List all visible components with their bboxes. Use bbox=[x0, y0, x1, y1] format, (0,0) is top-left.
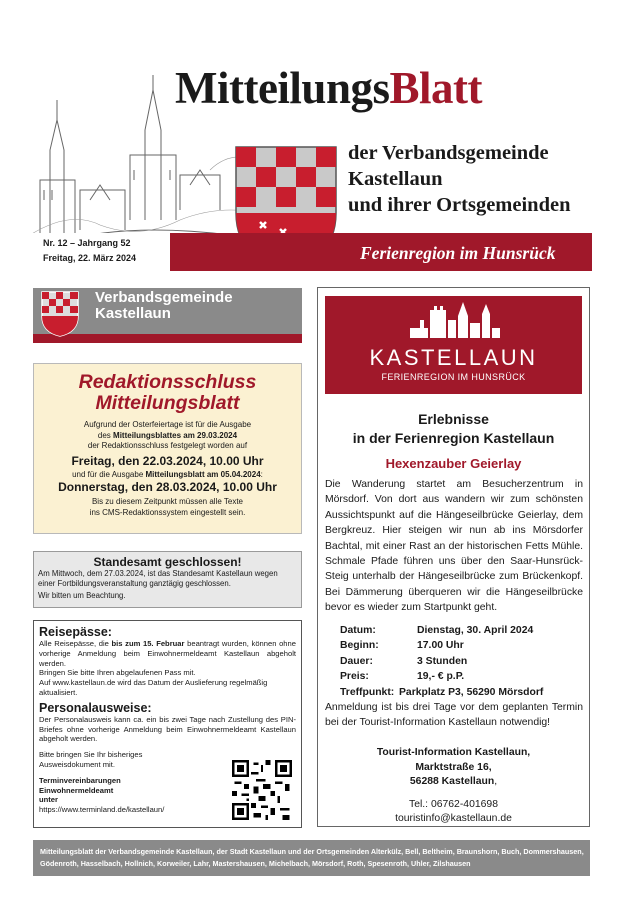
termin-label: Terminvereinbarungen Einwohnermeldeamt unter bbox=[39, 775, 121, 805]
vg-header-name: Verbandsgemeinde Kastellaun bbox=[95, 289, 233, 322]
reisepass-text-2: Bringen Sie bitte Ihren abgelaufenen Pass mit. bbox=[39, 668, 196, 678]
kastellaun-logo-wordmark: KASTELLAUN bbox=[369, 345, 538, 370]
personalausweis-text: Der Personalausweis kann ca. ein bis zwei Tage nach Zustellung des PIN-Briefes ohne vorherige Anmeldung beim Einwohnermeldeamt Kastellaun abgeholt werden. bbox=[39, 714, 296, 744]
standesamt-notice bbox=[33, 551, 302, 608]
termin-link[interactable]: https://www.terminland.de/kastellaun/ bbox=[39, 805, 165, 815]
footer-text: Mitteilungsblatt der Verbandsgemeinde Kastellaun, der Stadt Kastellaun und der Ortsgemeinden Alterkülz, Bell, Beltheim, Braunshorn, Buch, Dommershausen, Gödenroth, Hasselbach, Hollnich, Korweiler, Lahr, Mastershausen, Michelbach, Mörsdorf, Roth, Spesenroth, Uhler, Zilshausen bbox=[40, 847, 584, 868]
redaktion-text: und für die Ausgabe Mitteilungsblatt am 05.04.2024: bbox=[72, 469, 263, 479]
redaktion-text: der Redaktionsschluss festgelegt worden auf bbox=[87, 441, 248, 450]
masthead-title: MitteilungsBlatt bbox=[175, 63, 482, 113]
masthead-band-left bbox=[170, 233, 315, 271]
issue-number: Nr. 12 – Jahrgang 52 bbox=[43, 238, 131, 248]
event-detail-row: Datum: Dienstag, 30. April 2024 bbox=[340, 625, 534, 636]
issue-date: Freitag, 22. März 2024 bbox=[43, 253, 137, 263]
event-phone: Tel.: 06762-401698 bbox=[409, 798, 498, 810]
reisepass-title: Reisepässe: bbox=[39, 625, 112, 639]
redaktion-title: Redaktionsschluss Mitteilungsblatt bbox=[78, 371, 257, 414]
event-contact: Tourist-Information Kastellaun, Marktstraße 16, 56288 Kastellaun, Tel.: 06762-401698 touristinfo@kastellaun.de bbox=[317, 746, 590, 827]
region-tagline: Ferienregion im Hunsrück bbox=[360, 243, 556, 263]
event-heading: Erlebnisse in der Ferienregion Kastellaun bbox=[352, 411, 555, 446]
redaktion-text: ins CMS-Redaktionssystem eingestellt sein. bbox=[89, 507, 246, 517]
skyline-icon bbox=[410, 298, 500, 338]
event-details-table bbox=[340, 623, 543, 700]
reisepass-text-3: Auf www.kastellaun.de wird das Datum der Auslieferung regelmäßig aktualisiert. bbox=[39, 678, 268, 697]
standesamt-text-2: Wir bitten um Beachtung. bbox=[38, 591, 126, 600]
masthead-subtitle: der Verbandsgemeinde Kastellaun und ihrer Ortsgemeinden bbox=[348, 142, 571, 216]
vg-coat-of-arms-icon bbox=[40, 290, 80, 338]
redaktion-text: des Mitteilungsblattes am 29.03.2024 bbox=[97, 430, 238, 440]
event-detail-row: Preis: 19,- € p.P. bbox=[340, 671, 465, 683]
event-description: Die Wanderung startet am Besucherzentrum in Mörsdorf. Von dort aus wandern wir zum schönsten Aussichtspunkt auf die Hängeseilbrücke Geierlay, dem Bergkreuz. Hier steigen wir nun ab ins Mörsdorfer Bachtal, mit einer Rast an der historischen Fetts Mühle. Schmale Pfade führen uns über den Saar-Hunsrück-Steig unterhalb der Hängeseilbrücke zum Brückenkopf. Bei Dämmerung überqueren wir die Hängeseilbrücke bevor es wieder zum Startpunkt geht. bbox=[325, 479, 583, 614]
redaktion-deadline-1: Freitag, den 22.03.2024, 10.00 Uhr bbox=[71, 453, 264, 468]
personalausweis-text-2: Bitte bringen Sie Ihr bisheriges Ausweisdokument mit. bbox=[39, 750, 143, 769]
kastellaun-logo-tagline: FERIENREGION IM HUNSRÜCK bbox=[381, 372, 526, 382]
redaktion-text: Bis zu diesem Zeitpunkt müssen alle Texte bbox=[91, 497, 244, 506]
redaktion-text: Aufgrund der Osterfeiertage ist für die Ausgabe bbox=[83, 420, 252, 429]
event-registration-note: Anmeldung ist bis drei Tage vor dem geplanten Termin bei der Tourist-Information Kastellaun notwendig! bbox=[325, 702, 583, 729]
standesamt-text: Am Mittwoch, dem 27.03.2024, ist das Standesamt Kastellaun wegen einer Fortbildungsveranstaltung ganztägig geschlossen. bbox=[38, 569, 278, 588]
reisepass-text: Alle Reisepässe, die bis zum 15. Februar beantragt wurden, können ohne vorherige Anmeldung beim Einwohnermeldeamt Kastellaun abgeholt werden. bbox=[39, 639, 296, 668]
qr-code[interactable] bbox=[232, 760, 292, 820]
event-detail-row: Beginn: 17.00 Uhr bbox=[340, 640, 464, 652]
event-title: Hexenzauber Geierlay bbox=[385, 456, 522, 471]
redaktion-deadline-2: Donnerstag, den 28.03.2024, 10.00 Uhr bbox=[58, 480, 277, 494]
personalausweis-title: Personalausweise: bbox=[39, 700, 152, 715]
redaktionsschluss-notice bbox=[33, 363, 302, 534]
event-detail-row: Treffpunkt: Parkplatz P3, 56290 Mörsdorf bbox=[340, 686, 544, 698]
standesamt-title: Standesamt geschlossen! bbox=[93, 555, 242, 569]
event-email[interactable]: touristinfo@kastellaun.de bbox=[395, 813, 512, 824]
event-detail-row: Dauer: 3 Stunden bbox=[340, 655, 468, 667]
